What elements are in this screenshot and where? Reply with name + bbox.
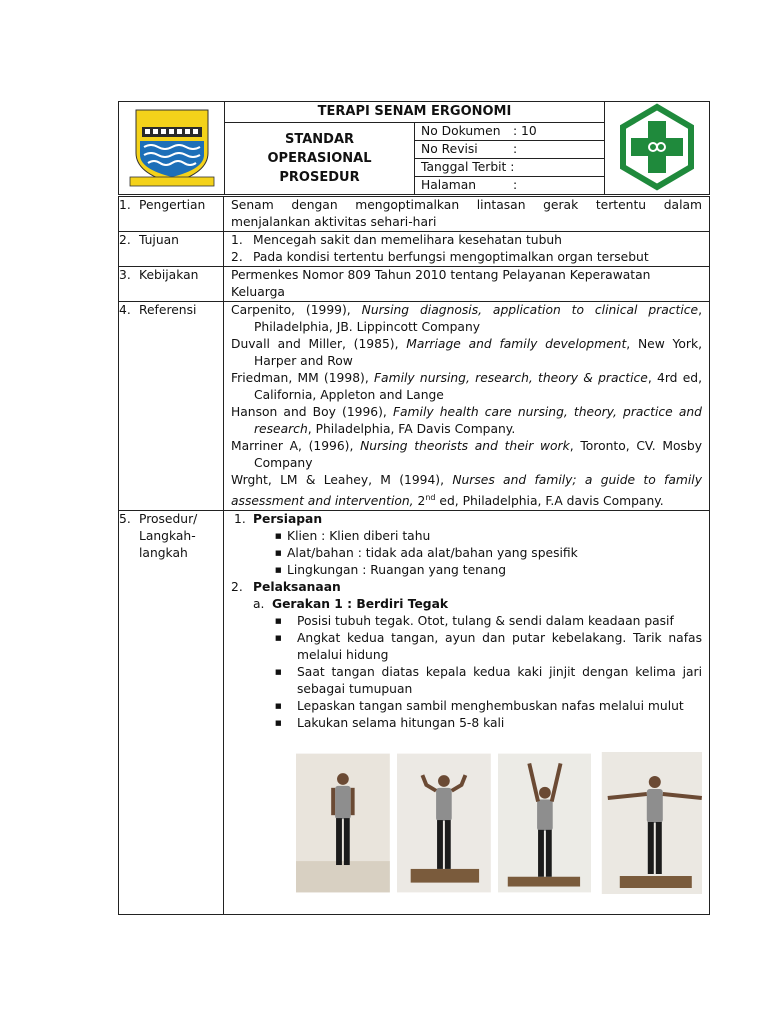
kemkes-cross-icon bbox=[617, 103, 697, 191]
reference-item: Duvall and Miller, (1985), Marriage and family development, New York, Harper and Row bbox=[231, 337, 702, 368]
reference-item: Wrght, LM & Leahey, M (1994), Nurses and family; a guide to family assessment and intervention, 2nd ed, Philadelphia, F.A davis Company. bbox=[231, 473, 702, 509]
row-label: Pengertian bbox=[139, 198, 206, 212]
row-number: 1. bbox=[119, 198, 131, 212]
row-label: Kebijakan bbox=[139, 268, 199, 282]
pengertian-text: Senam dengan mengoptimalkan lintasan gerak tertentu dalam menjalankan aktivitas sehari-hari bbox=[224, 197, 710, 232]
list-item: ■ Posisi tubuh tegak. Otot, tulang & sendi dalam keadaan pasif bbox=[275, 614, 674, 629]
reference-item: Friedman, MM (1998), Family nursing, research, theory & practice, 4rd ed, California, Appleton and Lange bbox=[231, 371, 702, 402]
bullet-square-icon: ■ bbox=[275, 634, 282, 643]
bullet-square-icon: ■ bbox=[275, 566, 282, 575]
row-label: Prosedur/ Langkah-langkah bbox=[139, 512, 198, 561]
sop-label bbox=[225, 123, 415, 195]
meta-no-revisi: No Revisi : bbox=[415, 141, 605, 159]
list-item: ■ Lingkungan : Ruangan yang tenang bbox=[275, 563, 507, 578]
kebijakan-text: Permenkes Nomor 809 Tahun 2010 tentang Pelayanan Keperawatan Keluarga bbox=[224, 267, 710, 302]
list-item: 1. Mencegah sakit dan memelihara kesehatan tubuh bbox=[231, 233, 562, 247]
list-item: ■ Saat tangan diatas kepala kedua kaki jinjit dengan kelima jari sebagai tumupuan bbox=[275, 665, 702, 697]
list-item: ■ Klien : Klien diberi tahu bbox=[275, 529, 431, 544]
list-item: ■ Angkat kedua tangan, ayun dan putar kebelakang. Tarik nafas melalui hidung bbox=[275, 631, 702, 663]
row-referensi: 4. Referensi Carpenito, (1999), Nursing diagnosis, application to clinical practice, Philadelphia, JB. Lippincott Company Duvall and Miller, (1985), Marriage and family development, New York, Harper and Row Friedman, MM (1998), Family nursing, research, theory & practice, 4rd ed, California, Appleton and Lange Hanson and Boy (1996), Family health care nursing, theory, practice and research, Philadelphia, FA Davis Company. Marriner A, (1996), Nursing theorists and their work, Toronto, CV. Mosby Company Wrght, LM & Leahey, M (1994), Nurses and family; a guide to family assessment and intervention, 2nd ed, Philadelphia, F.A davis Company. bbox=[119, 302, 710, 511]
exercise-photo-arms-up bbox=[498, 752, 592, 894]
exercise-photo-standing bbox=[296, 752, 390, 894]
subsection-gerakan-1: a. Gerakan 1 : Berdiri Tegak bbox=[253, 597, 449, 612]
row-pengertian bbox=[119, 197, 710, 232]
reference-item: Carpenito, (1999), Nursing diagnosis, application to clinical practice, Philadelphia, JB. Lippincott Company bbox=[231, 303, 702, 334]
city-emblem-cell bbox=[119, 102, 225, 195]
sop-label-line3: PROSEDUR bbox=[279, 170, 360, 185]
reference-item: Hanson and Boy (1996), Family health care nursing, theory, practice and research, Philadelphia, FA Davis Company. bbox=[231, 405, 702, 436]
sop-label-line1: STANDAR bbox=[284, 132, 355, 147]
bullet-square-icon: ■ bbox=[275, 532, 282, 541]
meta-tanggal-terbit: Tanggal Terbit : bbox=[415, 159, 605, 177]
document-title: TERAPI SENAM ERGONOMI bbox=[225, 102, 605, 123]
exercise-photo-arms-bent bbox=[397, 752, 491, 894]
kemkes-logo-cell bbox=[605, 102, 710, 195]
row-prosedur: 5. Prosedur/ Langkah-langkah 1. Persiapan ■ Klien : Klien diberi tahu ■ Alat/bahan : tidak ada alat/bahan yang spesifik ■ Lingkungan : Ruangan yang tenang 2. Pelaksanaan a. Gerakan 1 : Berdiri Tegak ■ Posisi tubuh tegak. Otot, tulang & sendi dalam keadaan pasif ■ Angkat kedua tangan, ayun dan putar kebelakang. Tarik nafas melalui hidung ■ Saat tangan diatas kepala kedua kaki jinjit dengan kelima jari sebagai tumupuan ■ Lepaskan tangan sambil menghembuskan nafas melalui mulut ■ Lakukan selama hitungan 5-8 kali bbox=[119, 511, 710, 915]
row-label: Tujuan bbox=[139, 233, 179, 247]
list-item: ■ Lepaskan tangan sambil menghembuskan nafas melalui mulut bbox=[275, 699, 684, 714]
reference-item: Marriner A, (1996), Nursing theorists and their work, Toronto, CV. Mosby Company bbox=[231, 439, 702, 470]
row-tujuan: 2. Tujuan 1. Mencegah sakit dan memelihara kesehatan tubuh 2. Pada kondisi tertentu berfungsi mengoptimalkan organ tersebut bbox=[119, 232, 710, 267]
section-persiapan: 1. Persiapan bbox=[234, 512, 323, 527]
list-item: 2. Pada kondisi tertentu berfungsi mengoptimalkan organ tersebut bbox=[231, 250, 649, 264]
bullet-square-icon: ■ bbox=[275, 549, 282, 558]
exercise-photo-arms-out bbox=[598, 752, 702, 894]
meta-no-dokumen: No Dokumen : 10 bbox=[415, 123, 605, 141]
bullet-square-icon: ■ bbox=[275, 617, 282, 626]
exercise-photos bbox=[231, 732, 702, 914]
list-item: ■ Alat/bahan : tidak ada alat/bahan yang spesifik bbox=[275, 546, 578, 561]
city-emblem-icon bbox=[126, 105, 218, 189]
sop-label-line2: OPERASIONAL bbox=[267, 151, 372, 166]
header-table bbox=[118, 101, 710, 195]
meta-halaman: Halaman : bbox=[415, 177, 605, 195]
bullet-square-icon: ■ bbox=[275, 668, 282, 677]
bullet-square-icon: ■ bbox=[275, 719, 282, 728]
list-item: ■ Lakukan selama hitungan 5-8 kali bbox=[275, 716, 505, 731]
bullet-square-icon: ■ bbox=[275, 702, 282, 711]
section-pelaksanaan: 2. Pelaksanaan bbox=[231, 580, 341, 595]
row-kebijakan: 3. Kebijakan Permenkes Nomor 809 Tahun 2010 tentang Pelayanan Keperawatan Keluarga bbox=[119, 267, 710, 302]
sop-body-table bbox=[118, 196, 710, 915]
row-label: Referensi bbox=[139, 303, 197, 317]
